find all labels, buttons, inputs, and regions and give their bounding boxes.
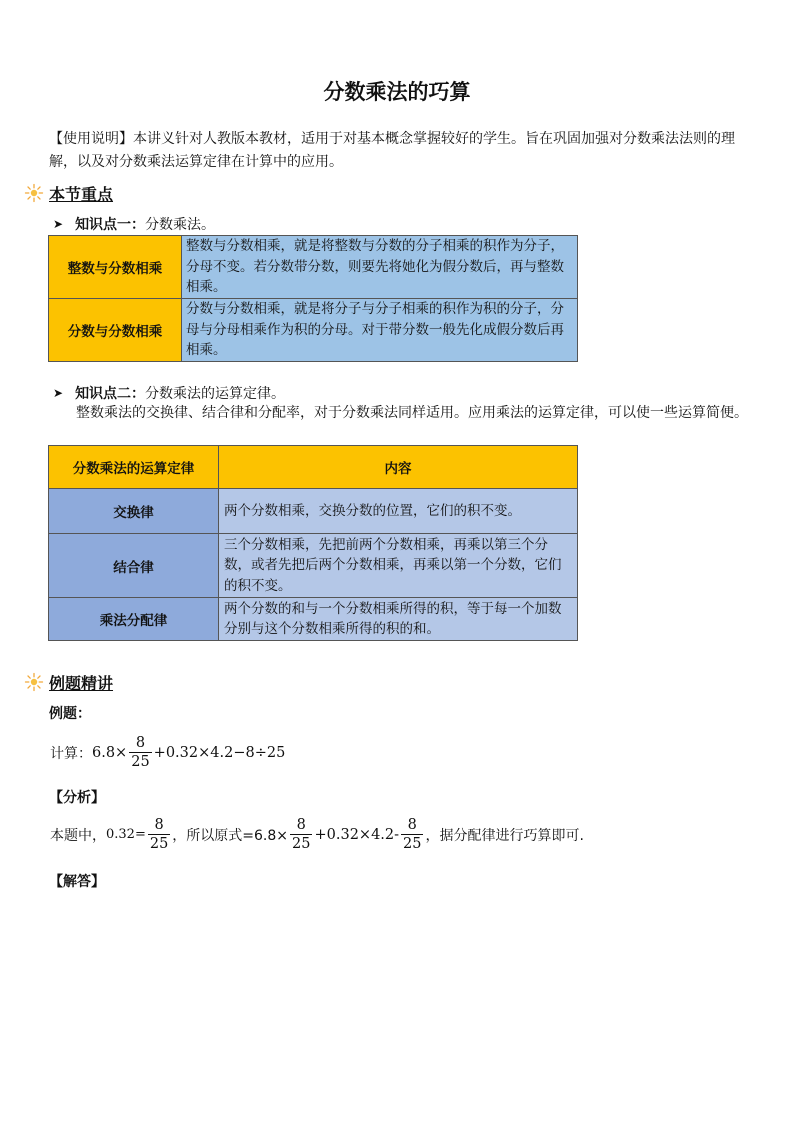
arrow-bullet-icon: ➤	[53, 386, 64, 400]
section-heading-key-points	[24, 182, 113, 204]
fraction-denominator: 25	[292, 836, 311, 852]
table-header-row	[49, 446, 578, 489]
fraction-numerator: 8	[154, 817, 164, 833]
row-body: 整数与分数相乘，就是将整数与分数的分子相乘的积作为分子，分母不变。若分数带分数，则要先将她化为假分数后，再与整数相乘。	[182, 236, 578, 299]
usage-note: 【使用说明】本讲义针对人教版本教材，适用于对基本概念掌握较好的学生。旨在巩固加强对分数乘法法则的理解，以及对分数乘法运算定律在计算中的应用。	[49, 131, 735, 170]
knowledge-point-2	[53, 383, 285, 403]
law-body: 两个分数的和与一个分数相乘所得的积，等于每一个加数分别与这个分数相乘所得的积的和。	[219, 598, 578, 641]
table-row	[49, 236, 578, 299]
expr-part: ，所以原式=6.8×	[172, 827, 289, 844]
row-head: 整数与分数相乘	[49, 236, 182, 299]
section-heading-examples	[24, 671, 113, 693]
fraction	[129, 734, 151, 771]
fraction-numerator: 8	[407, 817, 417, 833]
example-label: 例题：	[49, 706, 91, 722]
analysis-prefix: 本题中，	[50, 827, 106, 844]
kp-label: 知识点二：	[75, 386, 146, 402]
expr-part: +0.32×4.2-	[314, 826, 400, 843]
fraction	[148, 816, 170, 853]
knowledge-point-1	[53, 214, 215, 234]
page-title: 分数乘法的巧算	[323, 79, 471, 104]
answer-label: 【解答】	[49, 874, 105, 890]
law-body: 两个分数相乘，交换分数的位置，它们的积不变。	[219, 489, 578, 534]
table-row	[49, 489, 578, 534]
fraction-numerator: 8	[135, 735, 146, 751]
table-row	[49, 534, 578, 598]
row-body: 分数与分数相乘，就是将分子与分子相乘的积作为积的分子，分母与分母相乘作为积的分母。对于带分数一般先化成假分数后再相乘。	[182, 299, 578, 362]
law-name: 交换律	[49, 489, 219, 534]
law-name: 乘法分配律	[49, 598, 219, 641]
problem-prefix: 计算：	[50, 745, 92, 762]
fraction-denominator: 25	[149, 836, 169, 852]
fraction-denominator: 25	[131, 754, 150, 770]
multiplication-rules-table	[48, 235, 578, 362]
arrow-bullet-icon: ➤	[53, 217, 64, 231]
law-body: 三个分数相乘，先把前两个分数相乘，再乘以第三个分数，或者先把后两个分数相乘，再乘以第一个分数，它们的积不变。	[219, 534, 578, 598]
analysis-expression	[50, 816, 584, 853]
kp-text: 分数乘法。	[145, 217, 216, 233]
kp-label: 知识点一：	[75, 217, 146, 233]
sun-icon	[24, 183, 44, 203]
section-label: 本节重点	[49, 184, 114, 204]
expr-part: ，据分配律进行巧算即可.	[425, 827, 584, 844]
column-header: 内容	[219, 446, 578, 489]
table-row	[49, 299, 578, 362]
fraction	[401, 816, 423, 853]
column-header: 分数乘法的运算定律	[49, 446, 219, 489]
table-row	[49, 598, 578, 641]
fraction-denominator: 25	[403, 836, 422, 852]
fraction	[290, 816, 312, 853]
fraction-numerator: 8	[296, 817, 306, 833]
kp2-description: 整数乘法的交换律、结合律和分配率，对于分数乘法同样适用。应用乘法的运算定律，可以使一些运算简便。	[76, 405, 748, 421]
analysis-label: 【分析】	[49, 790, 105, 806]
expr-part: +0.32×4.2−8÷25	[153, 744, 286, 761]
operation-laws-table	[48, 445, 578, 641]
row-head: 分数与分数相乘	[49, 299, 182, 362]
expr-part: 0.32=	[106, 827, 146, 842]
kp-text: 分数乘法的运算定律。	[145, 386, 286, 402]
law-name: 结合律	[49, 534, 219, 598]
section-label: 例题精讲	[49, 673, 114, 693]
problem-expression	[50, 734, 285, 771]
sun-icon	[24, 672, 44, 692]
expr-part: 6.8×	[92, 744, 128, 761]
